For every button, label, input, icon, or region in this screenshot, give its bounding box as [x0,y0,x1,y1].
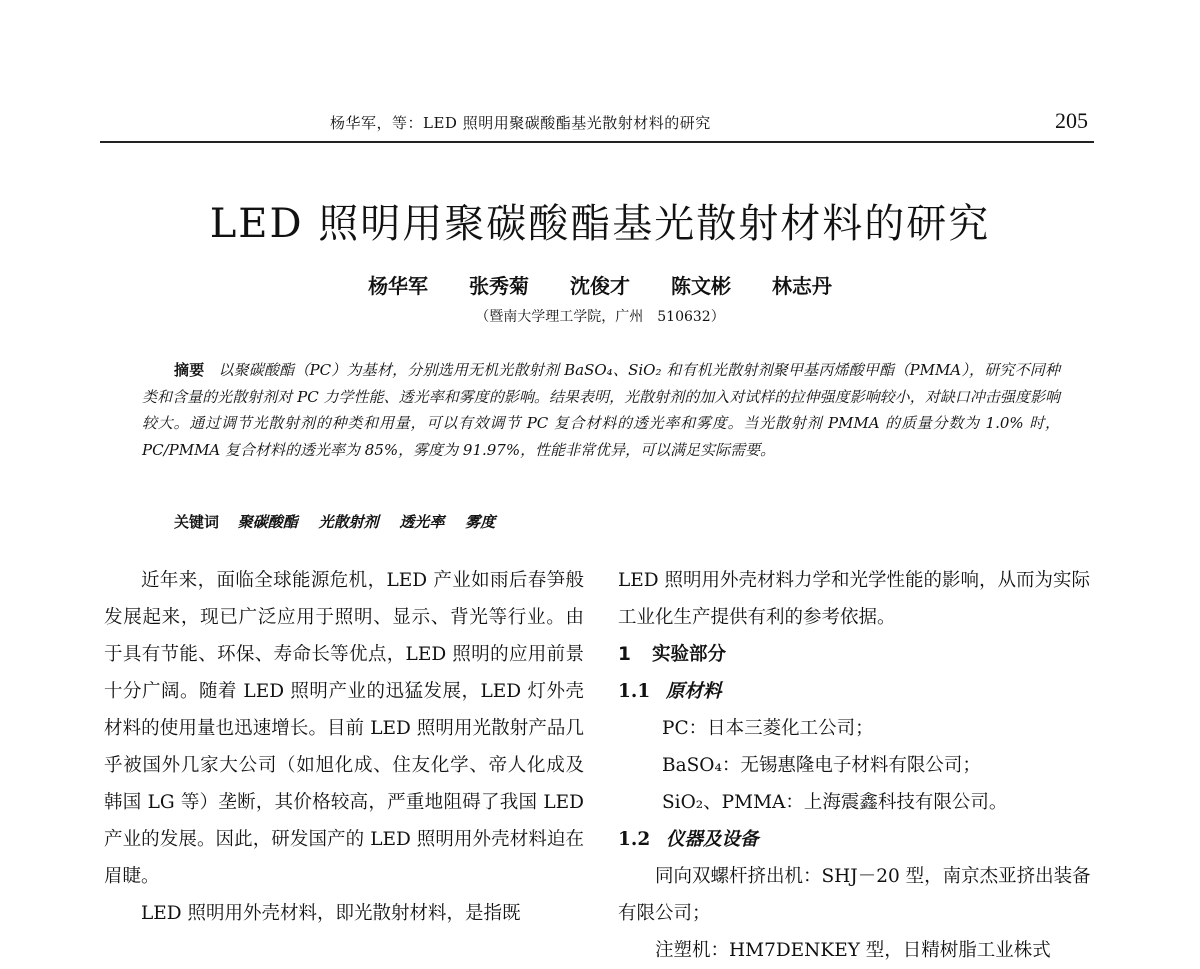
equipment-item: 同向双螺杆挤出机：SHJ－20 型，南京杰亚挤出装备有限公司； [618,866,1091,924]
author-name: 张秀菊 [469,274,530,298]
page-number: 205 [1055,108,1088,133]
material-item: BaSO₄：无锡惠隆电子材料有限公司； [662,755,981,776]
abstract-text: 以聚碳酸酯（PC）为基材，分别选用无机光散射剂 BaSO₄、SiO₂ 和有机光散射剂聚甲基丙烯酸甲酯（PMMA），研究不同种类和含量的光散射剂对 PC 力学性能、透光率和雾度的影响。结果表明，光散射剂的加入对试样的拉伸强度影响较小，对缺口冲击强度影响较大。通过调节光散射剂的种类和用量，可以有效调节 PC 复合材料的透光率和雾度。当光散射剂 PMMA 的质量分数为 1.0% 时，PC/PMMA 复合材料的透光率为 85%，雾度为 91.97%，性能非常优异，可以满足实际需要。 [142,361,1060,459]
author-name: 陈文彬 [670,274,731,298]
author-name: 林志丹 [771,274,832,298]
subsection-title: 仪器及设备 [666,829,759,850]
section-heading [618,636,1098,673]
keyword: 聚碳酸酯 [237,513,298,531]
body-paragraph: LED 照明用外壳材料，即光散射材料，是指既 [141,903,521,924]
keywords [174,511,511,532]
section-number: 1 [618,644,631,665]
body-paragraph: 近年来，面临全球能源危机，LED 产业如雨后春笋般发展起来，现已广泛应用于照明、显示、背光等行业。由于具有节能、环保、寿命长等优点，LED 照明的应用前景十分广阔。随着 LED 照明产业的迅猛发展，LED 灯外壳材料的使用量也迅速增长。目前 LED 照明用光散射产品几乎被国外几家大公司（如旭化成、住友化学、帝人化成及韩国 LG 等）垄断，其价格较高，严重地阻碍了我国 LED 产业的发展。因此，研发国产的 LED 照明用外壳材料迫在眉睫。 [104,570,584,887]
affiliation: （暨南大学理工学院，广州 510632） [475,309,725,325]
header-rule [100,141,1094,143]
subsection-number: 1.1 [618,681,651,702]
equipment-item: 注塑机：HM7DENKEY 型，日精树脂工业株式 [655,940,1051,961]
body-column-right [618,562,1098,969]
paper-title: LED 照明用聚碳酸酯基光散射材料的研究 [209,201,991,247]
subsection-heading [618,673,1098,710]
keyword: 透光率 [399,513,445,531]
keywords-label: 关键词 [174,513,220,531]
abstract-label: 摘要 [174,361,205,379]
running-head: 杨华军，等：LED 照明用聚碳酸酯基光散射材料的研究 [330,114,711,132]
body-paragraph: LED 照明用外壳材料力学和光学性能的影响，从而为实际工业化生产提供有利的参考依据。 [618,570,1091,628]
subsection-title: 原材料 [666,681,722,702]
abstract [142,357,1060,463]
author-name: 杨华军 [368,274,429,298]
keyword: 雾度 [465,513,496,531]
subsection-number: 1.2 [618,829,651,850]
material-item: PC：日本三菱化工公司； [662,718,874,739]
body-column-left [104,562,584,932]
keyword: 光散射剂 [318,513,379,531]
subsection-heading [618,821,1098,858]
author-list [0,270,1200,299]
author-name: 沈俊才 [570,274,630,298]
section-title: 实验部分 [652,644,727,665]
material-item: SiO₂、PMMA：上海震鑫科技有限公司。 [662,792,1008,813]
